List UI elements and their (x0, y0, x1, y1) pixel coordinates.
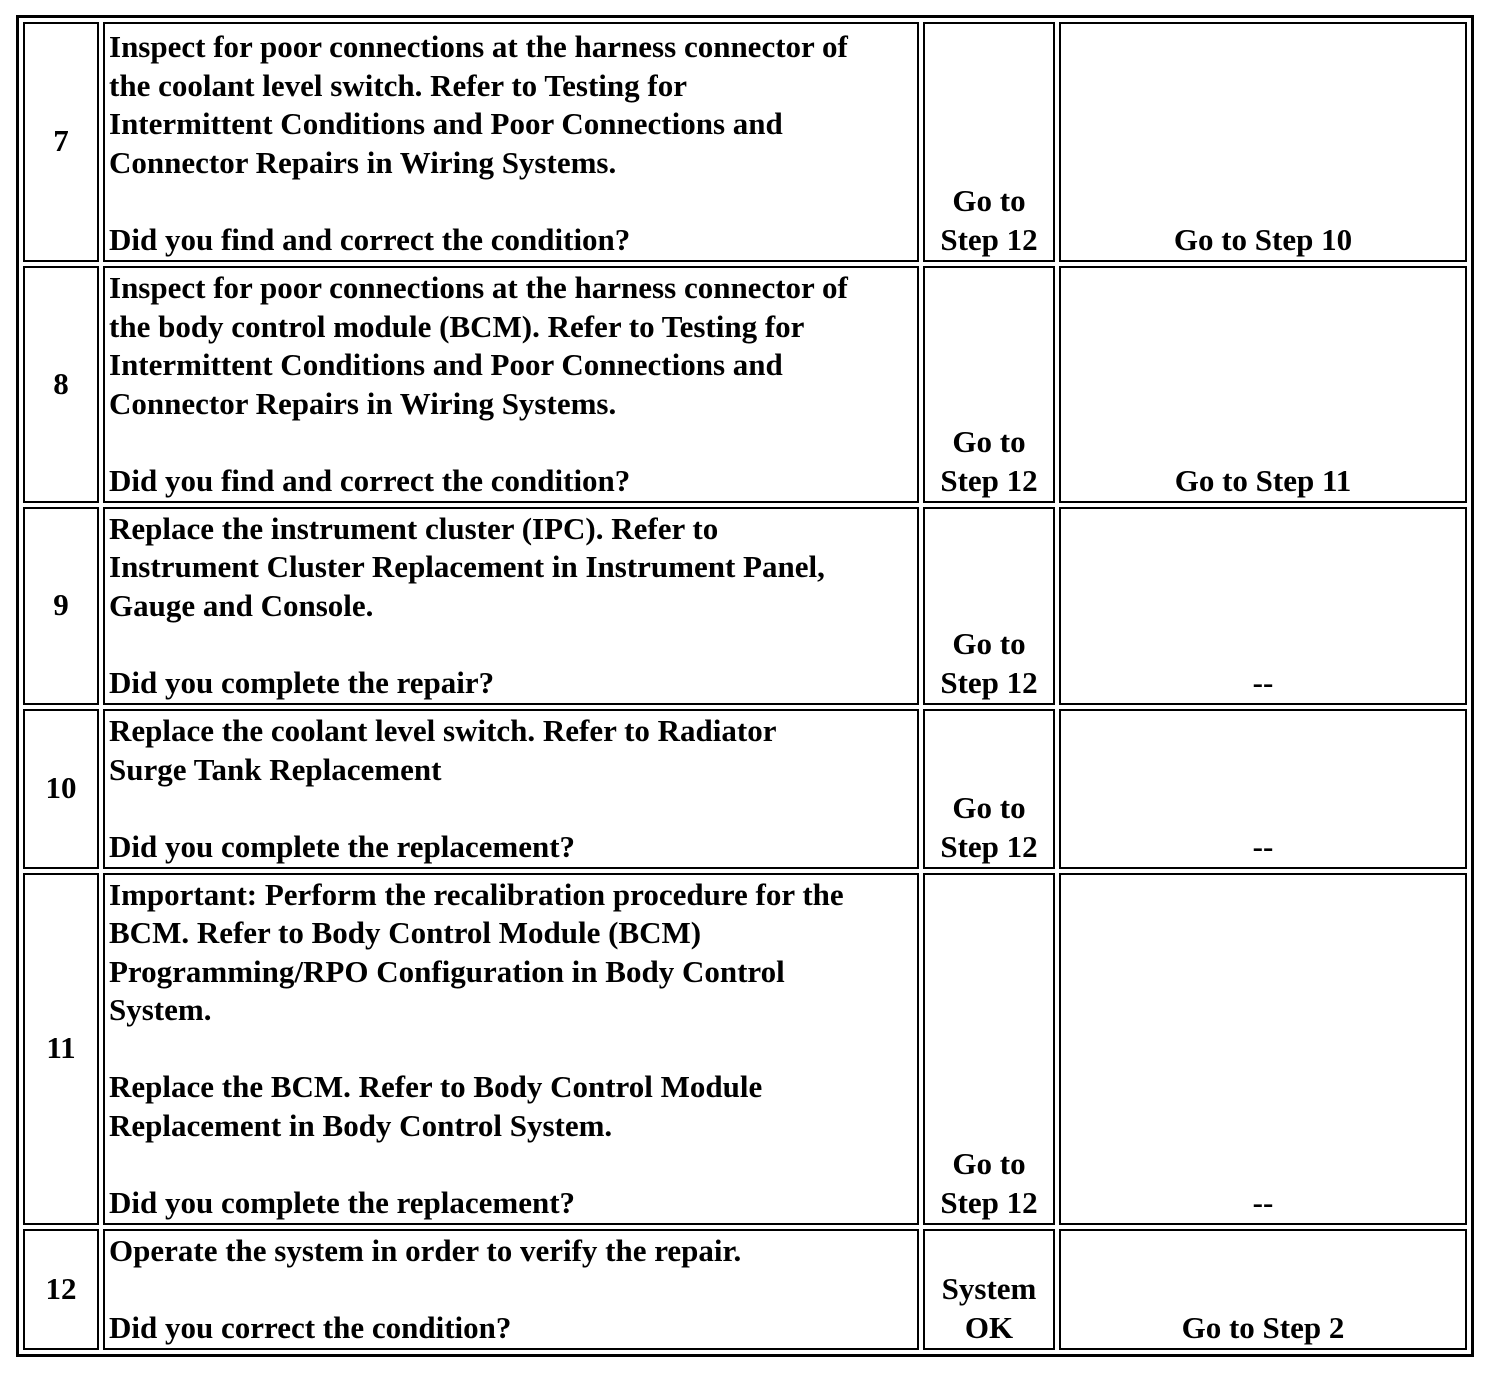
no-cell: Go to Step 2 (1059, 1229, 1467, 1350)
action-line: Operate the system in order to verify the repair. (109, 1232, 742, 1268)
step-number: 11 (23, 873, 99, 1225)
action-cell (103, 1229, 919, 1350)
action-line: the coolant level switch. Refer to Testing for (109, 67, 687, 103)
action-line: Replace the instrument cluster (IPC). Refer to (109, 510, 719, 546)
question: Did you complete the replacement? (109, 1184, 576, 1220)
table-row (23, 873, 1467, 1225)
yes-line: Step 12 (940, 828, 1038, 864)
yes-cell (923, 22, 1055, 262)
action-line: the body control module (BCM). Refer to Testing for (109, 308, 805, 344)
yes-line: Step 12 (940, 664, 1038, 700)
action-line: Replace the coolant level switch. Refer to Radiator (109, 713, 777, 748)
step-number: 8 (23, 266, 99, 503)
action-line: Connector Repairs in Wiring Systems. (109, 144, 617, 180)
action-line: Instrument Cluster Replacement in Instrument Panel, (109, 549, 825, 584)
action-cell (103, 709, 919, 869)
yes-line: Step 12 (940, 221, 1038, 257)
no-cell: -- (1059, 507, 1467, 705)
action-cell (103, 507, 919, 705)
yes-cell (923, 873, 1055, 1225)
yes-cell (923, 709, 1055, 869)
yes-line: Step 12 (940, 1184, 1038, 1220)
step-number: 12 (23, 1229, 99, 1350)
action-line: Important: Perform the recalibration procedure for the (109, 876, 844, 912)
action-line: Intermittent Conditions and Poor Connections and (109, 106, 783, 141)
table-row (23, 266, 1467, 503)
yes-cell (923, 266, 1055, 503)
step-number: 9 (23, 507, 99, 705)
question: Did you find and correct the condition? (109, 221, 631, 257)
action-line: BCM. Refer to Body Control Module (BCM) (109, 915, 702, 950)
action-line: Replacement in Body Control System. (109, 1107, 613, 1143)
question: Did you complete the repair? (109, 664, 495, 700)
yes-line: Go to (952, 626, 1026, 661)
table-row (23, 1229, 1467, 1350)
no-cell: Go to Step 11 (1059, 266, 1467, 503)
no-cell: -- (1059, 709, 1467, 869)
action-line: Inspect for poor connections at the harness connector of (109, 270, 848, 305)
yes-line: Go to (952, 790, 1026, 825)
action-line: Inspect for poor connections at the harness connector of (109, 29, 848, 64)
yes-line: System (941, 1271, 1037, 1306)
step-number: 10 (23, 709, 99, 869)
table-row (23, 22, 1467, 262)
question: Did you correct the condition? (109, 1309, 512, 1345)
action-line: System. (109, 992, 212, 1027)
yes-line: Go to (952, 424, 1026, 459)
action-cell (103, 873, 919, 1225)
action-cell (103, 266, 919, 503)
question: Did you complete the replacement? (109, 828, 576, 864)
yes-cell (923, 507, 1055, 705)
step-number: 7 (23, 22, 99, 262)
diagnostic-table (16, 15, 1474, 1357)
table-row (23, 507, 1467, 705)
yes-line: Go to (952, 183, 1026, 218)
no-cell: -- (1059, 873, 1467, 1225)
action-line: Programming/RPO Configuration in Body Control (109, 953, 785, 989)
action-line: Replace the BCM. Refer to Body Control Module (109, 1069, 763, 1104)
question: Did you find and correct the condition? (109, 462, 631, 498)
action-line: Surge Tank Replacement (109, 751, 442, 787)
action-cell (103, 22, 919, 262)
action-line: Gauge and Console. (109, 587, 374, 623)
yes-line: Go to (952, 1146, 1026, 1181)
no-cell: Go to Step 10 (1059, 22, 1467, 262)
action-line: Connector Repairs in Wiring Systems. (109, 385, 617, 421)
diagnostic-table-wrapper (16, 15, 1474, 1357)
yes-line: Step 12 (940, 462, 1038, 498)
table-row (23, 709, 1467, 869)
yes-cell (923, 1229, 1055, 1350)
action-line: Intermittent Conditions and Poor Connections and (109, 347, 783, 382)
yes-line: OK (964, 1309, 1014, 1345)
